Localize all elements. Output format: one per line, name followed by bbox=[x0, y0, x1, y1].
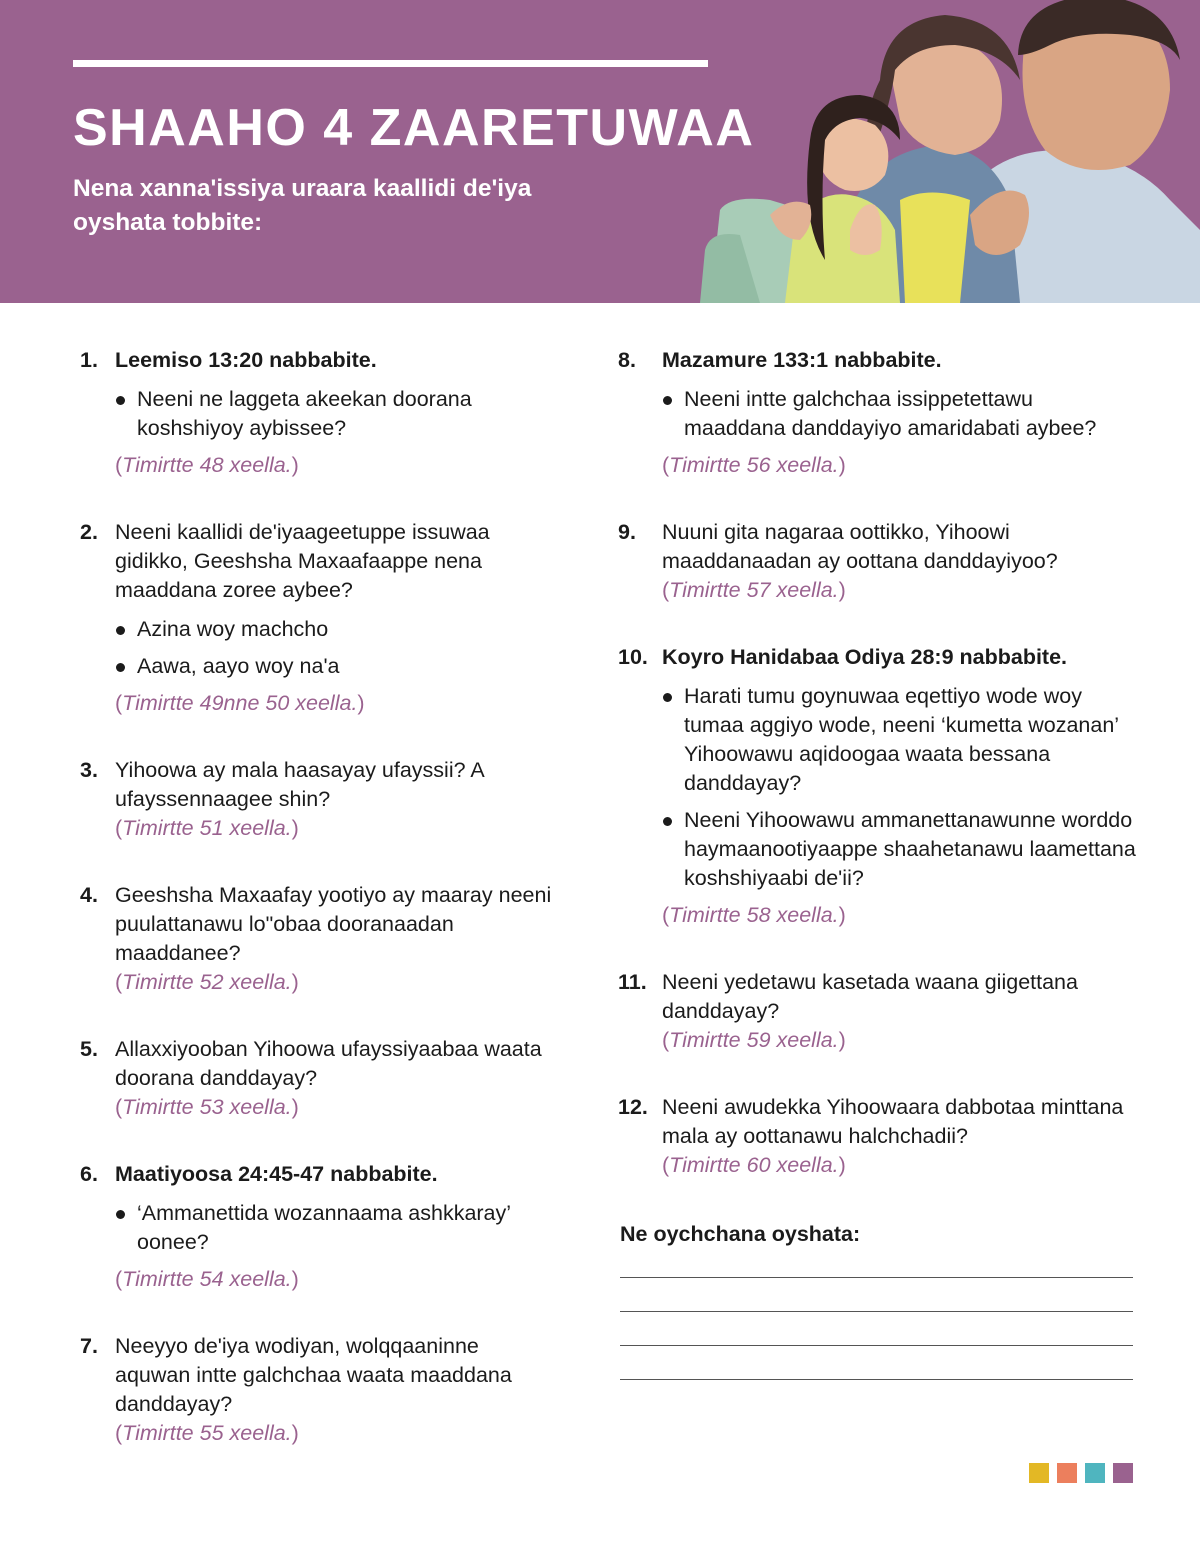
swatch-purple bbox=[1113, 1463, 1133, 1483]
notes-title: Ne oychchana oyshata: bbox=[620, 1222, 861, 1246]
swatch-yellow bbox=[1029, 1463, 1049, 1483]
question-text: Maatiyoosa 24:45-47 nabbabite. bbox=[115, 1162, 438, 1186]
bullet-item: Azina woy machcho bbox=[115, 615, 560, 644]
question-3 bbox=[80, 756, 560, 843]
lesson-reference: (Timirtte 58 xeella.) bbox=[662, 903, 846, 927]
header-banner bbox=[0, 0, 1200, 303]
swatch-teal bbox=[1085, 1463, 1105, 1483]
lesson-reference: (Timirtte 59 xeella.) bbox=[662, 1028, 846, 1052]
question-text: Allaxxiyooban Yihoowa ufayssiyaabaa waata doorana danddayay? bbox=[115, 1037, 542, 1090]
question-text: Mazamure 133:1 nabbabite. bbox=[662, 348, 942, 372]
question-number: 6. bbox=[80, 1162, 98, 1186]
lesson-reference: (Timirtte 52 xeella.) bbox=[115, 970, 299, 994]
question-bullets bbox=[115, 615, 560, 681]
lesson-reference: (Timirtte 55 xeella.) bbox=[115, 1421, 299, 1445]
question-bullets bbox=[115, 1199, 560, 1257]
lesson-reference: (Timirtte 54 xeella.) bbox=[115, 1267, 299, 1291]
question-number: 9. bbox=[618, 520, 636, 544]
question-text: Leemiso 13:20 nabbabite. bbox=[115, 348, 377, 372]
question-number: 2. bbox=[80, 520, 98, 544]
question-4 bbox=[80, 881, 560, 997]
page-subtitle: Nena xanna'issiya uraara kaallidi de'iya oyshata tobbite: bbox=[73, 175, 532, 236]
question-8 bbox=[618, 346, 1138, 480]
lesson-reference: (Timirtte 57 xeella.) bbox=[662, 578, 846, 602]
question-bullets bbox=[662, 682, 1138, 893]
question-text: Koyro Hanidabaa Odiya 28:9 nabbabite. bbox=[662, 645, 1068, 669]
bullet-item: Aawa, aayo woy na'a bbox=[115, 652, 560, 681]
question-number: 5. bbox=[80, 1037, 98, 1061]
swatch-orange bbox=[1057, 1463, 1077, 1483]
note-line[interactable] bbox=[620, 1311, 1133, 1312]
bullet-item: Neeni ne laggeta akeekan doorana koshshiyoy aybissee? bbox=[115, 385, 560, 443]
question-number: 10. bbox=[618, 645, 648, 669]
question-5 bbox=[80, 1035, 560, 1122]
question-text: Geeshsha Maxaafay yootiyo ay maaray neeni puulattanawu lo"obaa dooranaadan maaddanee? bbox=[115, 883, 552, 965]
lesson-reference: (Timirtte 48 xeella.) bbox=[115, 453, 299, 477]
question-text: Neeni kaallidi de'iyaageetuppe issuwaa gidikko, Geeshsha Maxaafaappe nena maaddana zoree aybee? bbox=[115, 520, 490, 602]
question-6 bbox=[80, 1160, 560, 1294]
questions-right-column bbox=[618, 346, 1138, 1180]
question-2 bbox=[80, 518, 560, 718]
bullet-item: ‘Ammanettida wozannaama ashkkaray’ oonee? bbox=[115, 1199, 560, 1257]
page-title: SHAAHO 4 ZAARETUWAA bbox=[73, 99, 755, 157]
questions-left-column bbox=[80, 346, 560, 1448]
note-line[interactable] bbox=[620, 1345, 1133, 1346]
bullet-item: Neeni intte galchchaa issippetettawu maaddana danddayiyo amaridabati aybee? bbox=[662, 385, 1138, 443]
question-12 bbox=[618, 1093, 1138, 1180]
question-text: Yihoowa ay mala haasayay ufayssii? A ufayssennaagee shin? bbox=[115, 758, 484, 811]
note-line[interactable] bbox=[620, 1379, 1133, 1380]
lesson-reference: (Timirtte 60 xeella.) bbox=[662, 1153, 846, 1177]
bullet-item: Neeni Yihoowawu ammanettanawunne worddo haymaanootiyaappe shaahetanawu laamettana koshshiyaabi de'ii? bbox=[662, 806, 1138, 893]
question-text: Nuuni gita nagaraa oottikko, Yihoowi maaddanaadan ay oottana danddayiyoo? bbox=[662, 520, 1058, 573]
question-7 bbox=[80, 1332, 560, 1448]
question-bullets bbox=[115, 385, 560, 443]
header-rule bbox=[73, 60, 708, 67]
note-line[interactable] bbox=[620, 1277, 1133, 1278]
question-11 bbox=[618, 968, 1138, 1055]
question-number: 11. bbox=[618, 970, 647, 994]
lesson-reference: (Timirtte 49nne 50 xeella.) bbox=[115, 691, 365, 715]
question-bullets bbox=[662, 385, 1138, 443]
question-number: 4. bbox=[80, 883, 98, 907]
question-9 bbox=[618, 518, 1138, 605]
lesson-reference: (Timirtte 53 xeella.) bbox=[115, 1095, 299, 1119]
question-text: Neeni yedetawu kasetada waana giigettana danddayay? bbox=[662, 970, 1078, 1023]
question-number: 3. bbox=[80, 758, 98, 782]
lesson-reference: (Timirtte 56 xeella.) bbox=[662, 453, 846, 477]
question-number: 7. bbox=[80, 1334, 98, 1358]
question-text: Neeni awudekka Yihoowaara dabbotaa minttana mala ay oottanawu halchchadii? bbox=[662, 1095, 1124, 1148]
question-number: 1. bbox=[80, 348, 98, 372]
bullet-item: Harati tumu goynuwaa eqettiyo wode woy tumaa aggiyo wode, neeni ‘kumetta wozanan’ Yihoowawu aqidoogaa waata bessana danddayay? bbox=[662, 682, 1138, 798]
question-number: 12. bbox=[618, 1095, 648, 1119]
family-praying-illustration bbox=[700, 0, 1200, 303]
question-text: Neeyyo de'iya wodiyan, wolqqaaninne aquwan intte galchchaa waata maaddana danddayay? bbox=[115, 1334, 512, 1416]
question-number: 8. bbox=[618, 348, 636, 372]
lesson-reference: (Timirtte 51 xeella.) bbox=[115, 816, 299, 840]
question-1 bbox=[80, 346, 560, 480]
question-10 bbox=[618, 643, 1138, 930]
